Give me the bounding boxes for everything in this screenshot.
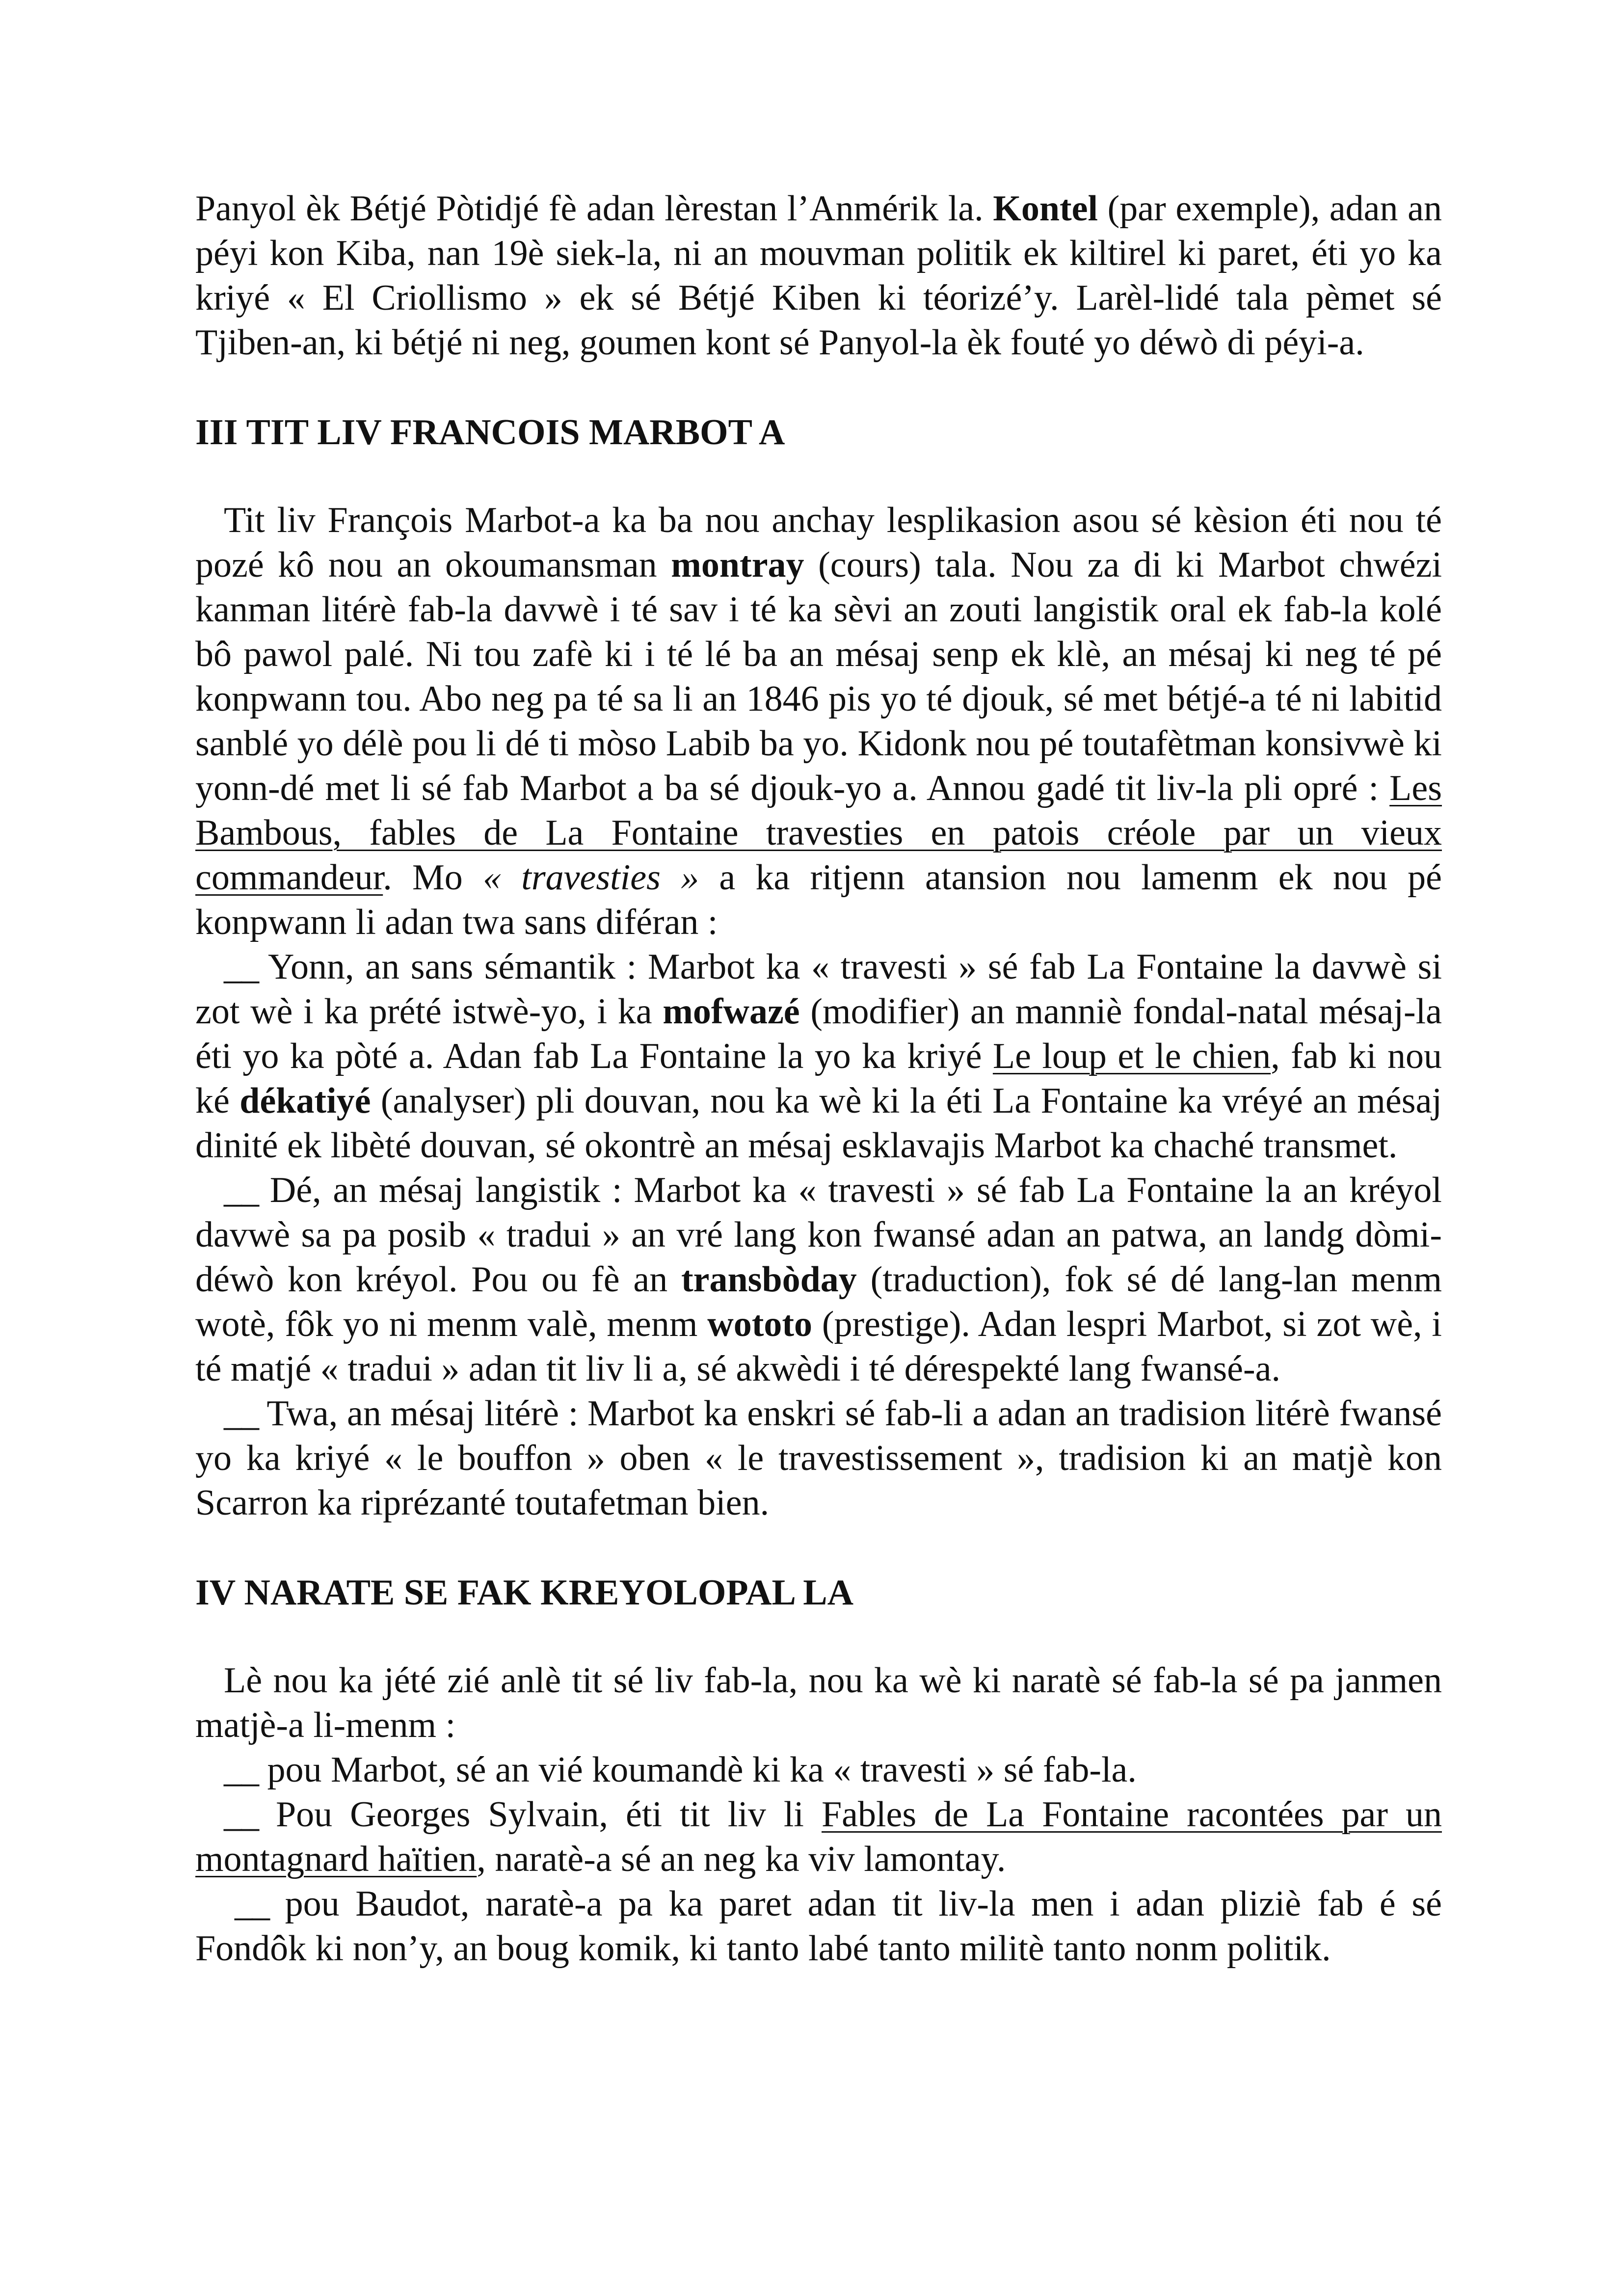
italic-term: « travesties »: [483, 857, 699, 898]
text-run: Lè nou ka jété zié anlè tit sé liv fab-la, nou ka wè ki naratè sé fab-la sé pa janmen matjè-a li-menm :: [195, 1660, 1442, 1745]
text-run: . Mo: [383, 857, 483, 898]
text-run: (cours) tala. Nou za di ki Marbot chwézi kanman litérè fab-la davwè i té sav i té ka sèvi an zouti langistik oral ek fab-la kolé bô pawol palé. Ni tou zafè ki i té lé ba an mésaj senp ek klè, an mésaj ki neg té pé konpwann tou. Abo neg pa té sa li an 1846 pis yo té djouk, sé met bétjé-a té ni labitid sanblé yo délè pou li dé ti mòso Labib ba yo. Kidonk nou pé toutafètman konsivwè ki yonn-dé met li sé fab Marbot a ba sé djouk-yo a. Annou gadé tit liv-la pli opré :: [195, 545, 1442, 808]
dash-marker: __: [224, 1170, 258, 1210]
bold-term: wototo: [707, 1304, 812, 1344]
bold-term: transbòday: [681, 1259, 857, 1300]
paragraph-narrator-marbot: [195, 1748, 1442, 1792]
text-run: (analyser) pli douvan, nou ka wè ki la éti La Fontaine ka vréyé an mésaj dinité ek libèté douvan, sé okontrè an mésaj esklavajis Marbot ka chaché transmet.: [195, 1081, 1442, 1166]
text-run: Panyol èk Bétjé Pòtidjé fè adan lèrestan l’Anmérik la.: [195, 188, 993, 229]
text-run: (modifier) an manniè fondal-natal mésaj-la éti yo ka pòté a. Adan fab La Fontaine la yo ka kriyé: [195, 991, 1442, 1076]
text-run: a ka ritjenn atansion nou lamenm ek nou pé konpwann li adan twa sans diféran :: [195, 857, 1442, 942]
text-run: Yonn, an sans sémantik : Marbot ka « travesti » sé fab La Fontaine la davwè si zot wè i ka prété istwè-yo, i ka: [195, 947, 1442, 1032]
text-run: Dé, an mésaj langistik : Marbot ka « travesti » sé fab La Fontaine la an kréyol davwè sa pa posib « tradui » an vré lang kon fwansé adan an patwa, an landg dòmi-déwò kon kréyol. Pou ou fè an: [195, 1170, 1442, 1300]
paragraph-narrators-intro: [195, 1658, 1442, 1748]
dash-marker: __: [224, 1750, 258, 1790]
bold-term: Kontel: [993, 188, 1098, 229]
dash-marker: __: [224, 947, 258, 987]
text-run: (traduction), fok sé dé lang-lan menm wotè, fôk yo ni menm valè, menm: [195, 1259, 1442, 1344]
paragraph-intro: [195, 187, 1442, 365]
paragraph-title-analysis: [195, 498, 1442, 945]
text-run: pou Marbot, sé an vié koumandè ki ka « travesti » sé fab-la.: [258, 1750, 1137, 1790]
text-run: Pou Georges Sylvain, éti tit liv li: [258, 1794, 822, 1835]
document-page: [195, 187, 1442, 1971]
text-run: , fab ki nou ké: [195, 1036, 1442, 1121]
underlined-book-title: Les Bambous, fables de La Fontaine travesties en patois créole par un vieux commandeur: [195, 768, 1442, 898]
text-run: Twa, an mésaj litérè : Marbot ka enskri sé fab-li a adan an tradision litérè fwansé yo ka kriyé « le bouffon » oben « le travestissement », tradision ki an matjè kon Scarron ka riprézanté toutafetman bien.: [195, 1393, 1442, 1523]
paragraph-sense-one: [195, 945, 1442, 1168]
underlined-book-title: Fables de La Fontaine racontées par un montagnard haïtien: [195, 1794, 1442, 1879]
dash-marker: __: [224, 1794, 258, 1835]
section-heading-4: IV NARATE SE FAK KREYOLOPAL LA: [195, 1573, 854, 1613]
paragraph-narrator-sylvain: [195, 1792, 1442, 1882]
text-run: , naratè-a sé an neg ka viv lamontay.: [477, 1839, 1006, 1879]
dash-marker: __: [235, 1884, 269, 1924]
text-run: Tit liv François Marbot-a ka ba nou anchay lesplikasion asou sé kèsion éti nou té pozé kô nou an okoumansman: [195, 500, 1442, 585]
bold-term: montray: [671, 545, 804, 585]
section-heading-3: III TIT LIV FRANCOIS MARBOT A: [195, 412, 785, 453]
text-run: (prestige). Adan lespri Marbot, si zot wè, i té matjé « tradui » adan tit liv li a, sé akwèdi i té dérespekté lang fwansé-a.: [195, 1304, 1442, 1389]
bold-term: dékatiyé: [239, 1081, 371, 1121]
text-run: (par exemple), adan an péyi kon Kiba, nan 19è siek-la, ni an mouvman politik ek kiltirel ki paret, éti yo ka kriyé « El Criollismo » ek sé Bétjé Kiben ki téorizé’y. Larèl-lidé tala pèmet sé Tjiben-an, ki bétjé ni neg, goumen kont sé Panyol-la èk fouté yo déwò di péyi-a.: [195, 188, 1442, 363]
paragraph-sense-three: [195, 1391, 1442, 1525]
text-run: pou Baudot, naratè-a pa ka paret adan tit liv-la men i adan pliziè fab é sé Fondôk ki non’y, an boug komik, ki tanto labé tanto militè tanto nonm politik.: [195, 1884, 1442, 1969]
bold-term: mofwazé: [663, 991, 800, 1032]
dash-marker: __: [224, 1393, 258, 1434]
paragraph-narrator-baudot: [195, 1882, 1442, 1971]
underlined-fable-title: Le loup et le chien: [992, 1036, 1271, 1076]
paragraph-sense-two: [195, 1168, 1442, 1391]
